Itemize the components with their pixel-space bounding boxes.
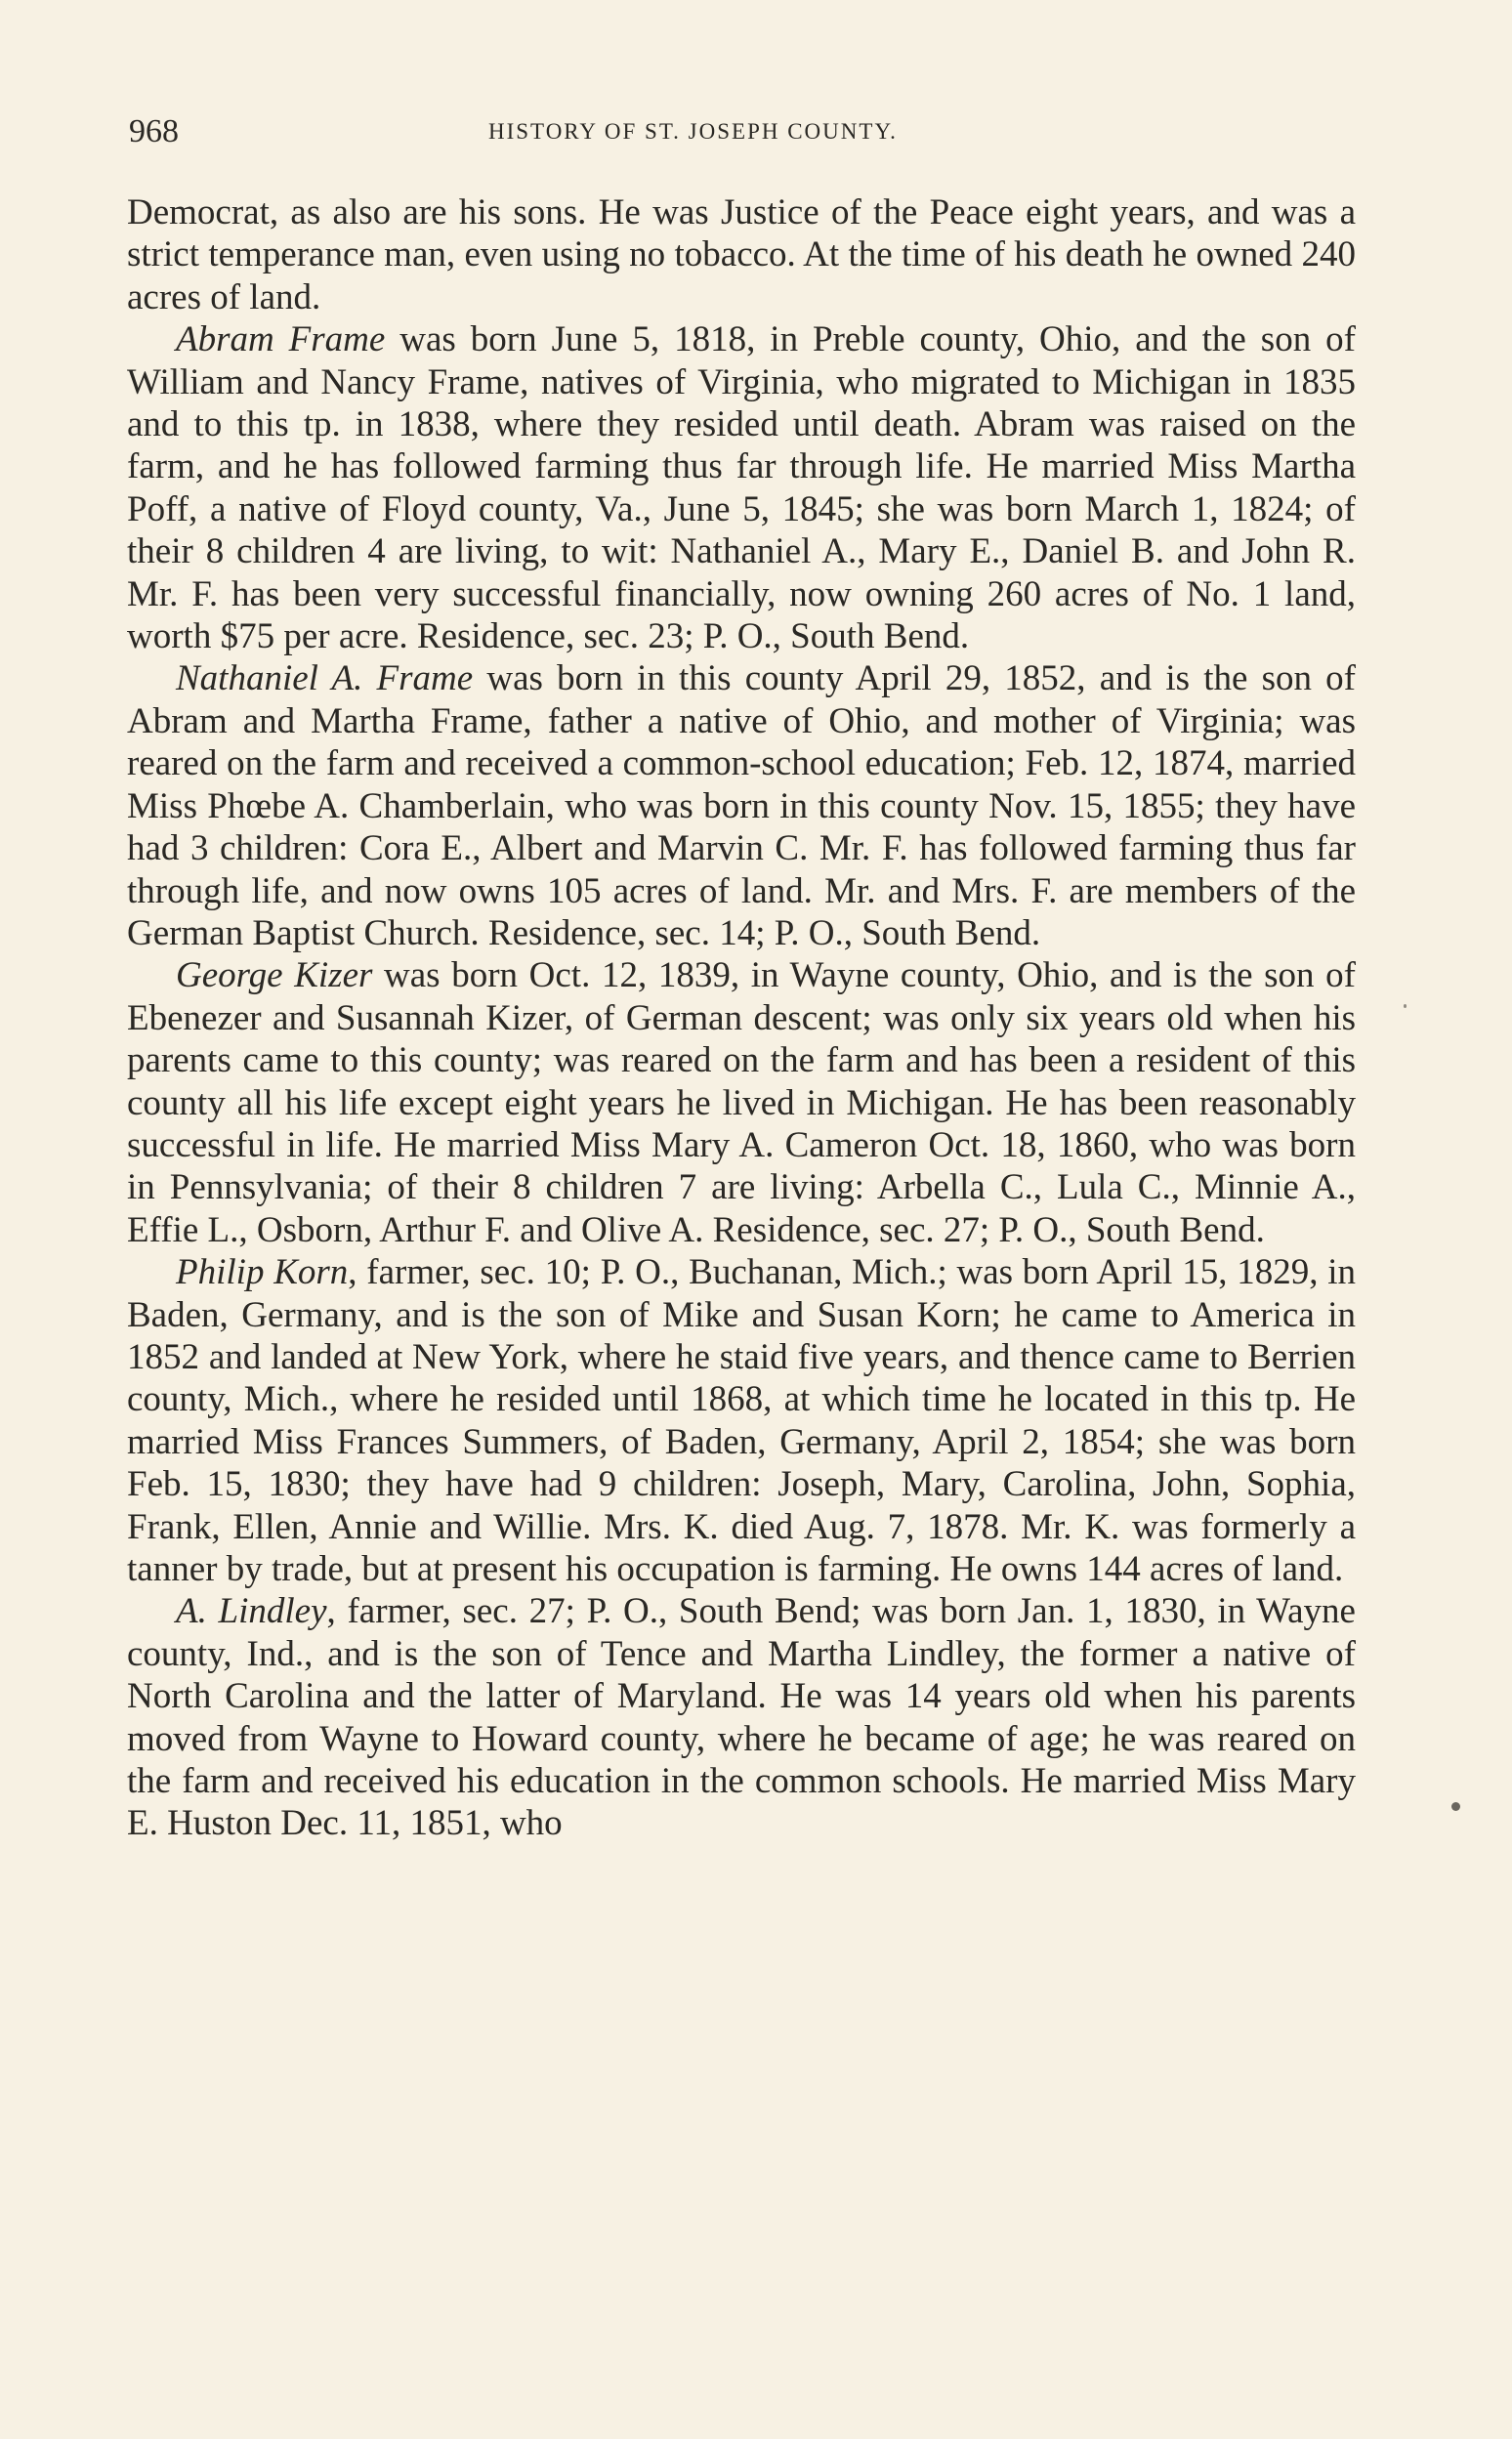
- entry-name: George Kizer: [176, 955, 373, 996]
- entry-text: was born Oct. 12, 1839, in Wayne county, Ohio, and is the son of Ebenezer and Susannah Kizer, of German descent; was only six years old when his parents came to this county; was reared on the farm and has been a resident of this county all his life except eight years he lived in Michigan. He has been reasonably successful in life. He married Miss Mary A. Cameron Oct. 18, 1860, who was born in Pennsylvania; of their 8 children 7 are living: Arbella C., Lula C., Minnie A., Effie L., Osborn, Arthur F. and Olive A. Residence, sec. 27; P. O., South Bend.: [127, 955, 1356, 1250]
- entry-philip-korn: [127, 1251, 1356, 1590]
- entry-text: Democrat, as also are his sons. He was Justice of the Peace eight years, and was a strict temperance man, even using no tobacco. At the time of his death he owned 240 acres of land.: [127, 192, 1356, 317]
- entry-abram-frame: [127, 318, 1356, 657]
- entry-george-kizer: [127, 954, 1356, 1251]
- entry-name: Nathaniel A. Frame: [176, 658, 474, 699]
- paper-speck: [1404, 1004, 1407, 1008]
- book-title: HISTORY OF ST. JOSEPH COUNTY.: [488, 119, 898, 144]
- entry-text: , farmer, sec. 27; P. O., South Bend; was born Jan. 1, 1830, in Wayne county, Ind., and is the son of Tence and Martha Lindley, the former a native of North Carolina and the latter of Maryland. He was 14 years old when his parents moved from Wayne to Howard county, where he became of age; he was reared on the farm and received his education in the common schools. He married Miss Mary E. Huston Dec. 11, 1851, who: [127, 1591, 1356, 1844]
- entry-continued: [127, 191, 1356, 318]
- page-number: 968: [129, 113, 179, 149]
- entry-text: was born in this county April 29, 1852, and is the son of Abram and Martha Frame, father a native of Ohio, and mother of Virginia; was reared on the farm and received a common-school education; Feb. 12, 1874, married Miss Phœbe A. Chamberlain, who was born in this county Nov. 15, 1855; they have had 3 children: Cora E., Albert and Marvin C. Mr. F. has followed farming thus far through life, and now owns 105 acres of land. Mr. and Mrs. F. are members of the German Baptist Church. Residence, sec. 14; P. O., South Bend.: [127, 658, 1357, 953]
- entry-name: Philip Korn: [176, 1252, 349, 1293]
- entry-text: was born June 5, 1818, in Preble county, Ohio, and the son of William and Nancy Frame, natives of Virginia, who migrated to Michigan in 1835 and to this tp. in 1838, where they resided until death. Abram was raised on the farm, and he has followed farming thus far through life. He married Miss Martha Poff, a native of Floyd county, Va., June 5, 1845; she was born March 1, 1824; of their 8 children 4 are living, to wit: Nathaniel A., Mary E., Daniel B. and John R. Mr. F. has been very successful financially, now owning 260 acres of No. 1 land, worth $75 per acre. Residence, sec. 23; P. O., South Bend.: [127, 319, 1356, 657]
- entry-name: A. Lindley: [176, 1591, 327, 1632]
- running-head: [129, 112, 1355, 151]
- entry-nathaniel-frame: [127, 657, 1356, 954]
- entry-a-lindley: [127, 1590, 1356, 1844]
- entry-name: Abram Frame: [176, 319, 386, 360]
- entry-text: , farmer, sec. 10; P. O., Buchanan, Mich.; was born April 15, 1829, in Baden, Germany, and is the son of Mike and Susan Korn; he came to America in 1852 and landed at New York, where he staid five years, and thence came to Berrien county, Mich., where he resided until 1868, at which time he located in this tp. He married Miss Frances Summers, of Baden, Germany, April 2, 1854; she was born Feb. 15, 1830; they have had 9 children: Joseph, Mary, Carolina, John, Sophia, Frank, Ellen, Annie and Willie. Mrs. K. died Aug. 7, 1878. Mr. K. was formerly a tanner by trade, but at present his occupation is farming. He owns 144 acres of land.: [127, 1252, 1356, 1589]
- paper-speck: [1451, 1802, 1460, 1811]
- body-text: [127, 191, 1356, 1845]
